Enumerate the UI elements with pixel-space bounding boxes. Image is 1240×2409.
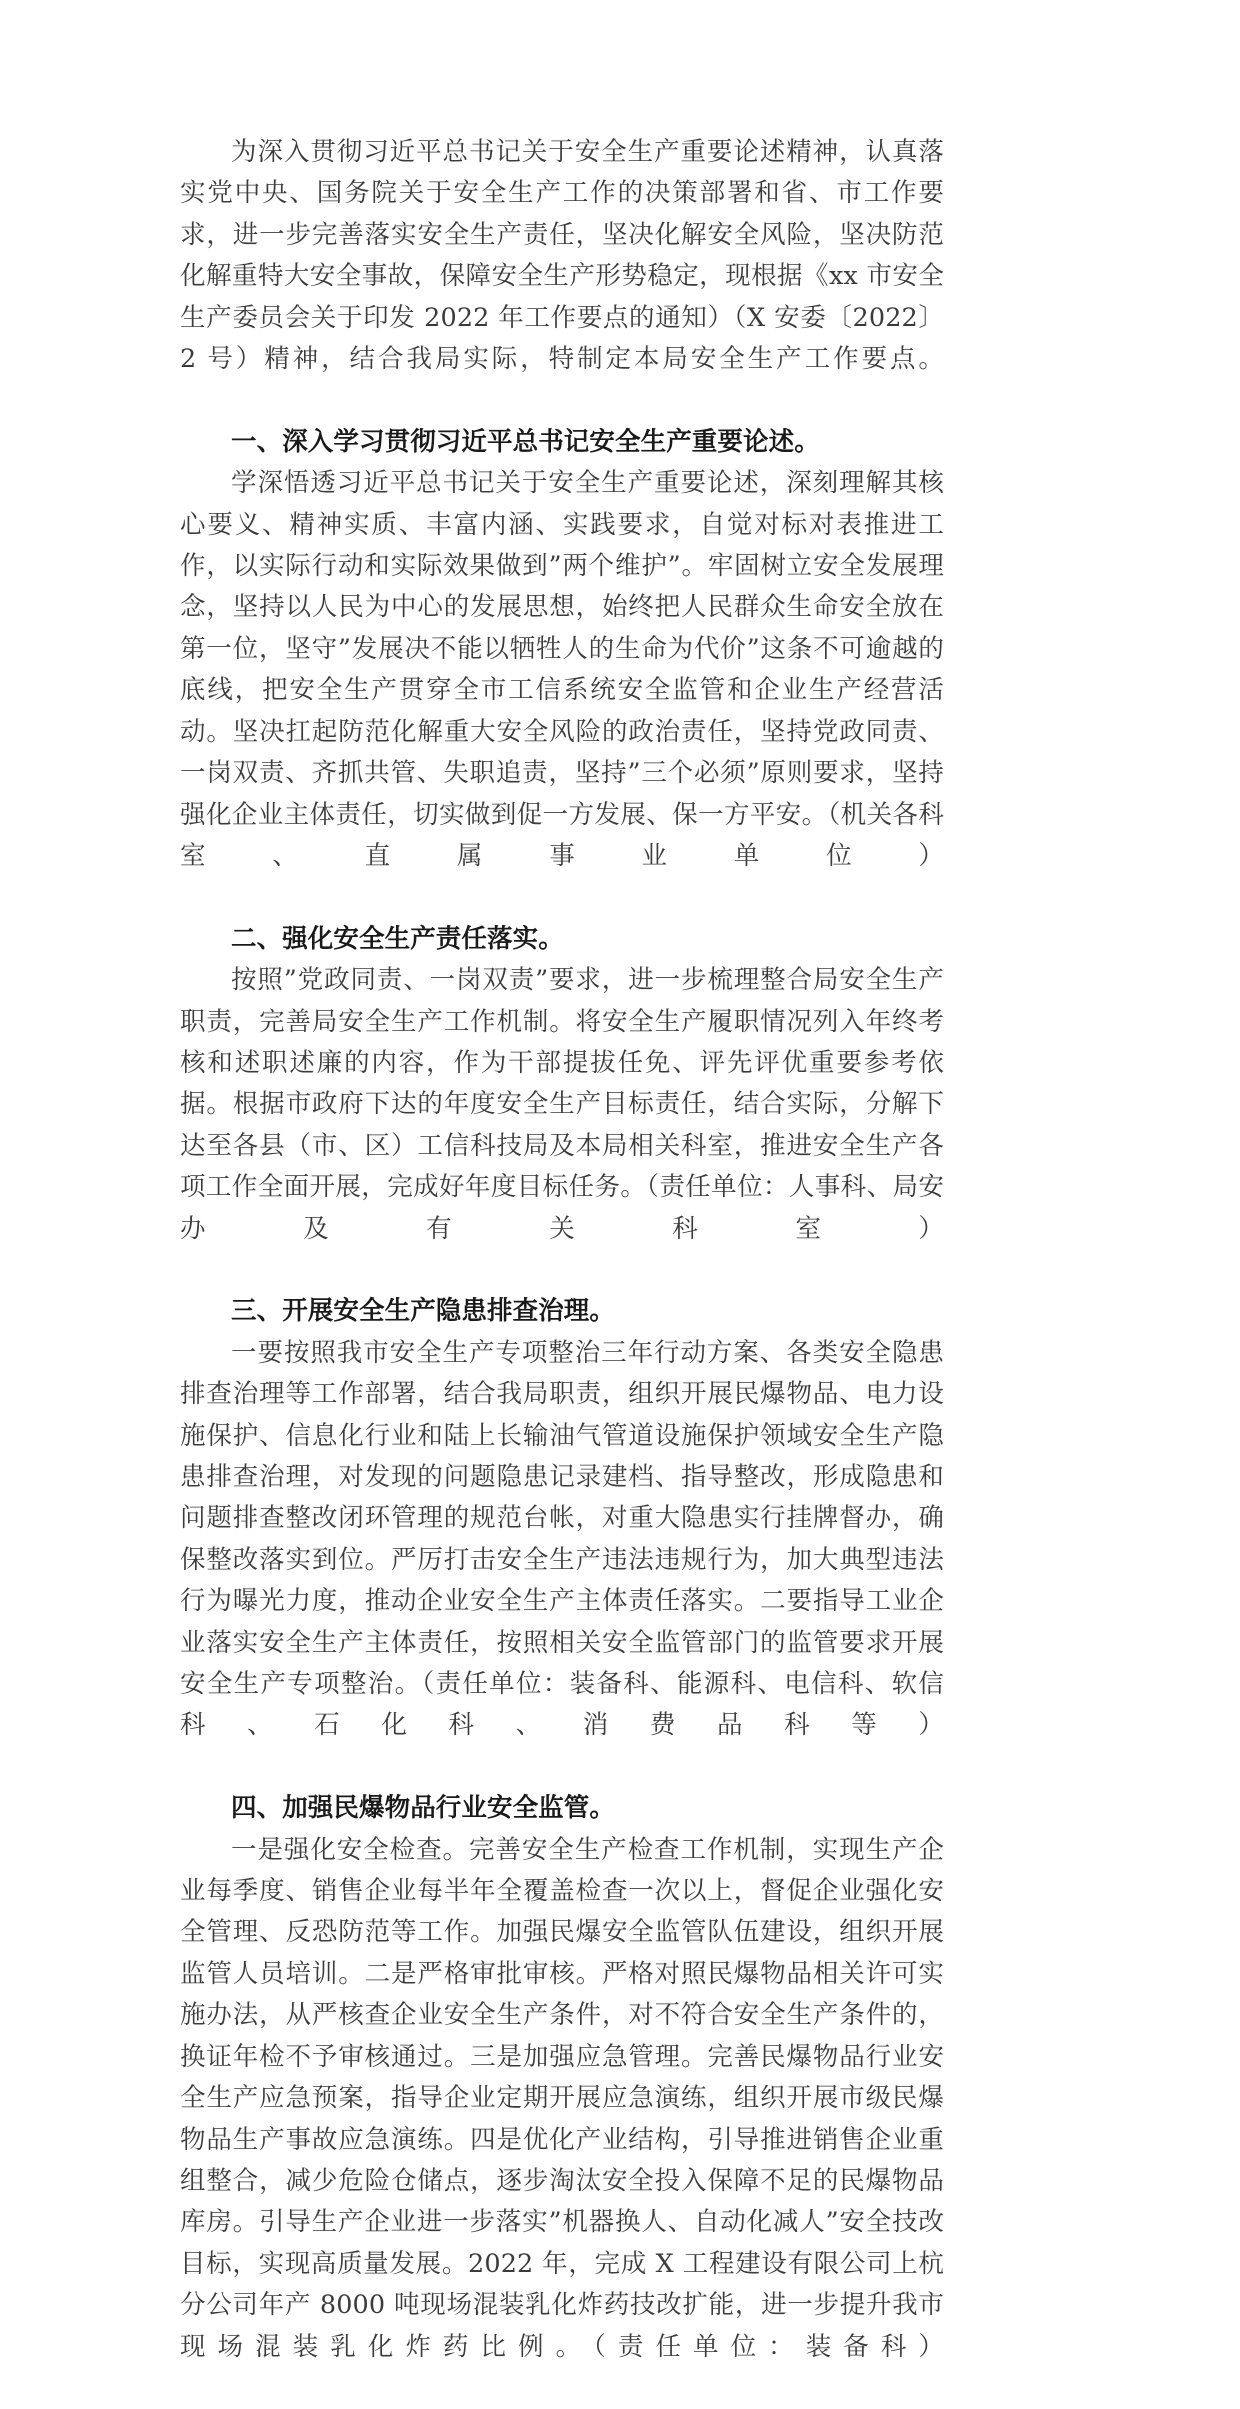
- section-1-paragraph: 学深悟透习近平总书记关于安全生产重要论述，深刻理解其核心要义、精神实质、丰富内涵、实践要求，自觉对标对表推进工作，以实际行动和实际效果做到”两个维护”。牢固树立安全发展理念，坚持以人民为中心的发展思想，始终把人民群众生命安全放在第一位，坚守”发展决不能以牺牲人的生命为代价”这条不可逾越的底线，把安全生产贯穿全市工信系统安全监管和企业生产经营活动。坚决扛起防范化解重大安全风险的政治责任，坚持党政同责、一岗双责、齐抓共管、失职追责，坚持”三个必须”原则要求，坚持强化企业主体责任，切实做到促一方发展、保一方平安。（机关各科室、直属事业单位）: [180, 468, 944, 871]
- section-heading-4: 四、加强民爆物品行业安全监管。: [231, 1793, 616, 1824]
- section-heading-1: 一、深入学习贯彻习近平总书记安全生产重要论述。: [231, 426, 820, 457]
- section-4-paragraph: 一是强化安全检查。完善安全生产检查工作机制，实现生产企业每季度、销售企业每半年全覆盖检查一次以上，督促企业强化安全管理、反恐防范等工作。加强民爆安全监管队伍建设，组织开展监管人员培训。二是严格审批审核。严格对照民爆物品相关许可实施办法，从严核查企业安全生产条件，对不符合安全生产条件的，换证年检不予审核通过。三是加强应急管理。完善民爆物品行业安全生产应急预案，指导企业定期开展应急演练，组织开展市级民爆物品生产事故应急演练。四是优化产业结构，引导推进销售企业重组整合，减少危险仓储点，逐步淘汰安全投入保障不足的民爆物品库房。引导生产企业进一步落实”机器换人、自动化减人”安全技改目标，实现高质量发展。2022 年，完成 X 工程建设有限公司上杭分公司年产 8000 吨现场混装乳化炸药技改扩能，进一步提升我市现场混装乳化炸药比例。（责任单位：装备科）: [180, 1834, 944, 2362]
- section-3-paragraph: 一要按照我市安全生产专项整治三年行动方案、各类安全隐患排查治理等工作部署，结合我局职责，组织开展民爆物品、电力设施保护、信息化行业和陆上长输油气管道设施保护领域安全生产隐患排查治理，对发现的问题隐患记录建档、指导整改，形成隐患和问题排查整改闭环管理的规范台帐，对重大隐患实行挂牌督办，确保整改落实到位。严厉打击安全生产违法违规行为，加大典型违法行为曝光力度，推动企业安全生产主体责任落实。二要指导工业企业落实安全生产主体责任，按照相关安全监管部门的监管要求开展安全生产专项整治。（责任单位：装备科、能源科、电信科、软信科、石化科、消费品科等）: [180, 1337, 944, 1741]
- intro-paragraph: 为深入贯彻习近平总书记关于安全生产重要论述精神，认真落实党中央、国务院关于安全生产工作的决策部署和省、市工作要求，进一步完善落实安全生产责任，坚决化解安全风险，坚决防范化解重特大安全事故，保障安全生产形势稳定，现根据《xx 市安全生产委员会关于印发 2022 年工作要点的通知）（X 安委〔2022〕2 号）精神，结合我局实际，特制定本局安全生产工作要点。: [180, 137, 944, 375]
- section-heading-3: 三、开展安全生产隐患排查治理。: [231, 1296, 616, 1327]
- document-body: [180, 132, 944, 2409]
- section-heading-2: 二、强化安全生产责任落实。: [231, 923, 564, 954]
- section-2-paragraph: 按照”党政同责、一岗双责”要求，进一步梳理整合局安全生产职责，完善局安全生产工作机制。将安全生产履职情况列入年终考核和述职述廉的内容，作为干部提拔任免、评先评优重要参考依据。根据市政府下达的年度安全生产目标责任，结合实际，分解下达至各县（市、区）工信科技局及本局相关科室，推进安全生产各项工作全面开展，完成好年度目标任务。（责任单位：人事科、局安办及有关科室）: [180, 965, 944, 1244]
